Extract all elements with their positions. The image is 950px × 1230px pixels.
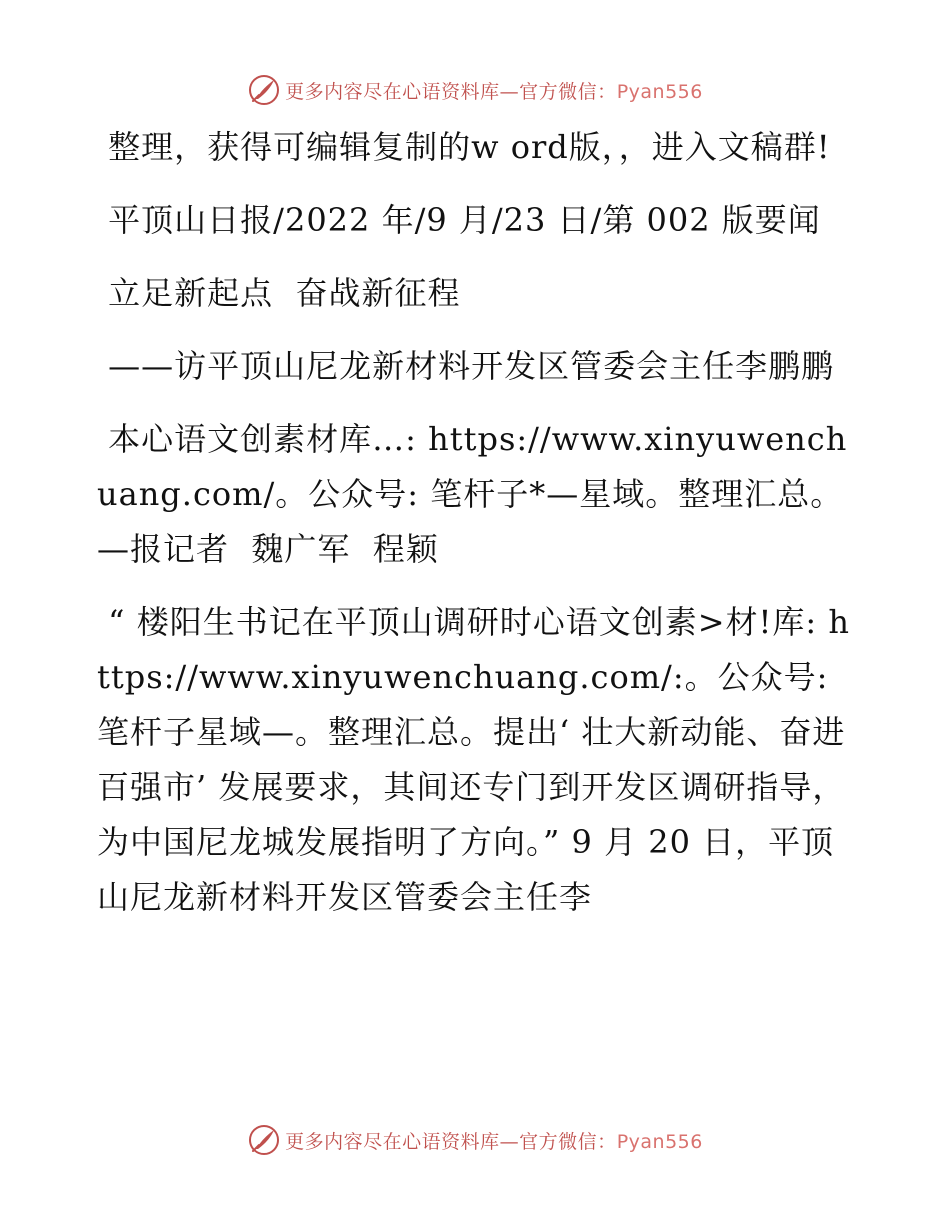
- banner-wechat-id: Pyan556: [616, 1130, 703, 1153]
- banner-text: [285, 1127, 703, 1154]
- paragraph: 本心语文创素材库…: https://www.xinyuwenchuang.com/。公众号: 笔杆子*—星域。整理汇总。—报记者 魏广军 程颖: [97, 420, 848, 568]
- footer-banner: [0, 1120, 950, 1160]
- banner-separator: —: [499, 80, 520, 103]
- feather-pen-icon: [247, 73, 281, 107]
- banner-wechat-id: Pyan556: [616, 80, 703, 103]
- article-subtitle: ——访平顶山尼龙新材料开发区管委会主任李鹏鹏: [97, 347, 835, 385]
- banner-wechat-label: 官方微信：: [519, 80, 617, 103]
- banner-separator: —: [499, 1130, 520, 1153]
- banner-text: [285, 77, 703, 104]
- document-body: [97, 120, 857, 925]
- header-banner: [0, 70, 950, 110]
- banner-wechat-label: 官方微信：: [519, 1130, 617, 1153]
- banner-brand: 更多内容尽在心语资料库: [285, 80, 500, 103]
- paragraph: “ 楼阳生书记在平顶山调研时心语文创素>材!库: https://www.xinyuwenchuang.com/:。公众号: 笔杆子星域—。整理汇总。提出‘ 壮大新动能、奋进百强市’ 发展要求，其间还专门到开发区调研指导，为中国尼龙城发展指明了方向。” 9 月 20 日，平顶山尼龙新材料开发区管委会主任李: [97, 603, 850, 916]
- article-title: 立足新起点 奋战新征程: [97, 274, 461, 312]
- banner-brand: 更多内容尽在心语资料库: [285, 1130, 500, 1153]
- paragraph: 整理，获得可编辑复制的w ord版，，进入文稿群!: [97, 128, 831, 166]
- feather-pen-icon: [247, 1123, 281, 1157]
- paragraph: 平顶山日报/2022 年/9 月/23 日/第 002 版要闻: [97, 201, 821, 239]
